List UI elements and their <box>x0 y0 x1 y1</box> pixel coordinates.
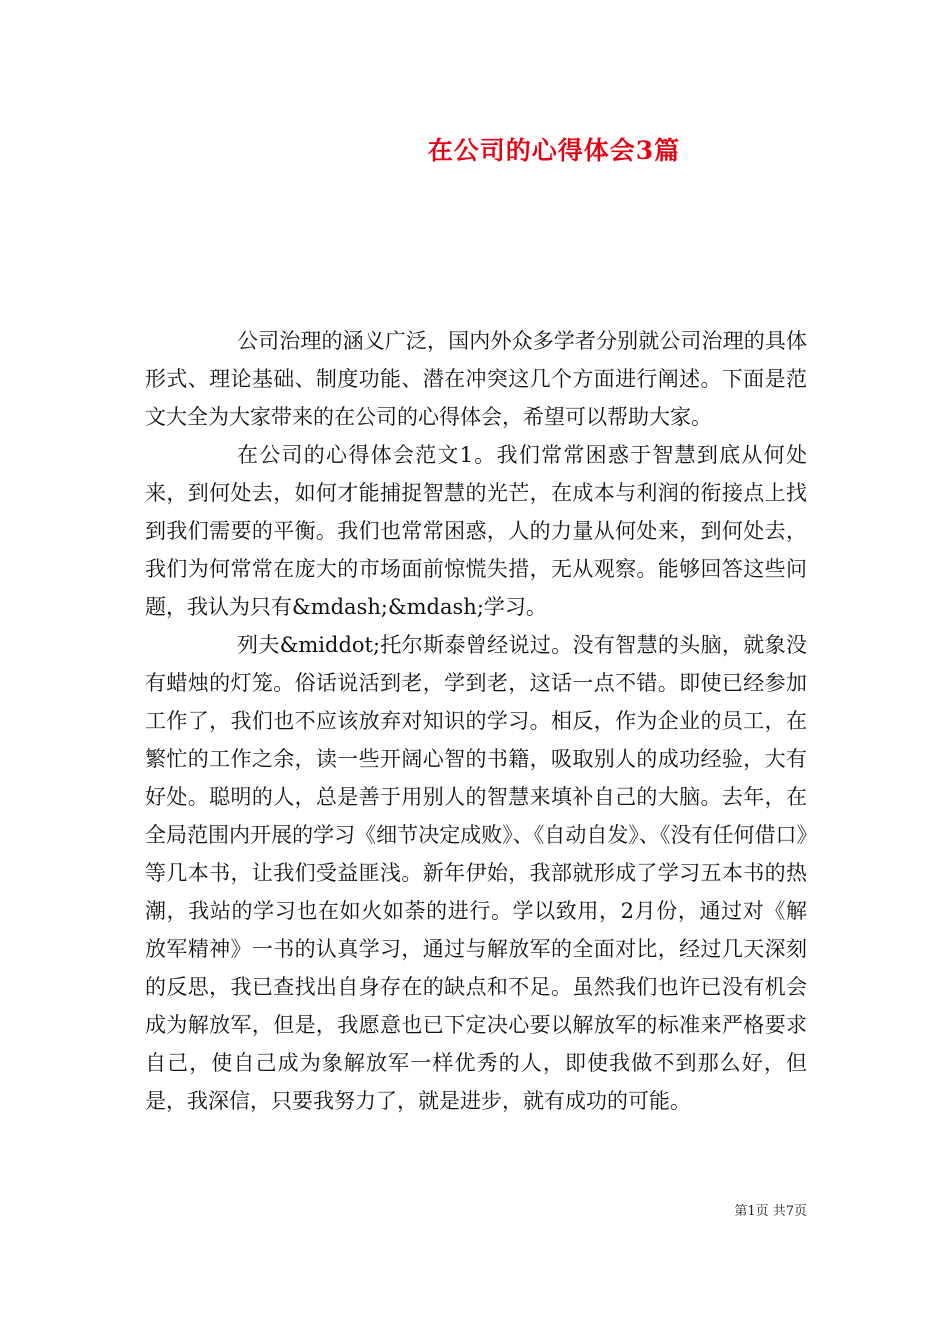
page-number: 第1页 共7页 <box>734 1204 807 1219</box>
document-body <box>145 322 807 1120</box>
paragraph-tolstoy: 列夫&middot;托尔斯泰曾经说过。没有智慧的头脑，就象没有蜡烛的灯笼。俗话说活到老，学到老，这话一点不错。即使已经参加工作了，我们也不应该放弃对知识的学习。相反，作为企业的员工，在繁忙的工作之余，读一些开阔心智的书籍，吸取别人的成功经验，大有好处。聪明的人，总是善于用别人的智慧来填补自己的大脑。去年，在全局范围内开展的学习《细节决定成败》、《自动自发》、《没有任何借口》等几本书，让我们受益匪浅。新年伊始，我部就形成了学习五本书的热潮，我站的学习也在如火如荼的进行。学以致用，2月份，通过对《解放军精神》一书的认真学习，通过与解放军的全面对比，经过几天深刻的反思，我已查找出自身存在的缺点和不足。虽然我们也许已没有机会成为解放军，但是，我愿意也已下定决心要以解放军的标准来严格要求自己，使自己成为象解放军一样优秀的人，即使我做不到那么好，但是，我深信，只要我努力了，就是进步，就有成功的可能。 <box>145 633 807 1113</box>
paragraph-sample-1: 在公司的心得体会范文1。我们常常困惑于智慧到底从何处来，到何处去，如何才能捕捉智慧的光芒，在成本与利润的衔接点上找到我们需要的平衡。我们也常常困惑，人的力量从何处来，到何处去，我们为何常常在庞大的市场面前惊慌失措，无从观察。能够回答这些问题，我认为只有&mdash;&mdash;学习。 <box>145 443 807 619</box>
page-title: 在公司的心得体会3篇 <box>427 136 681 165</box>
paragraph-intro: 公司治理的涵义广泛，国内外众多学者分别就公司治理的具体形式、理论基础、制度功能、潜在冲突这几个方面进行阐述。下面是范文大全为大家带来的在公司的心得体会，希望可以帮助大家。 <box>145 329 807 429</box>
